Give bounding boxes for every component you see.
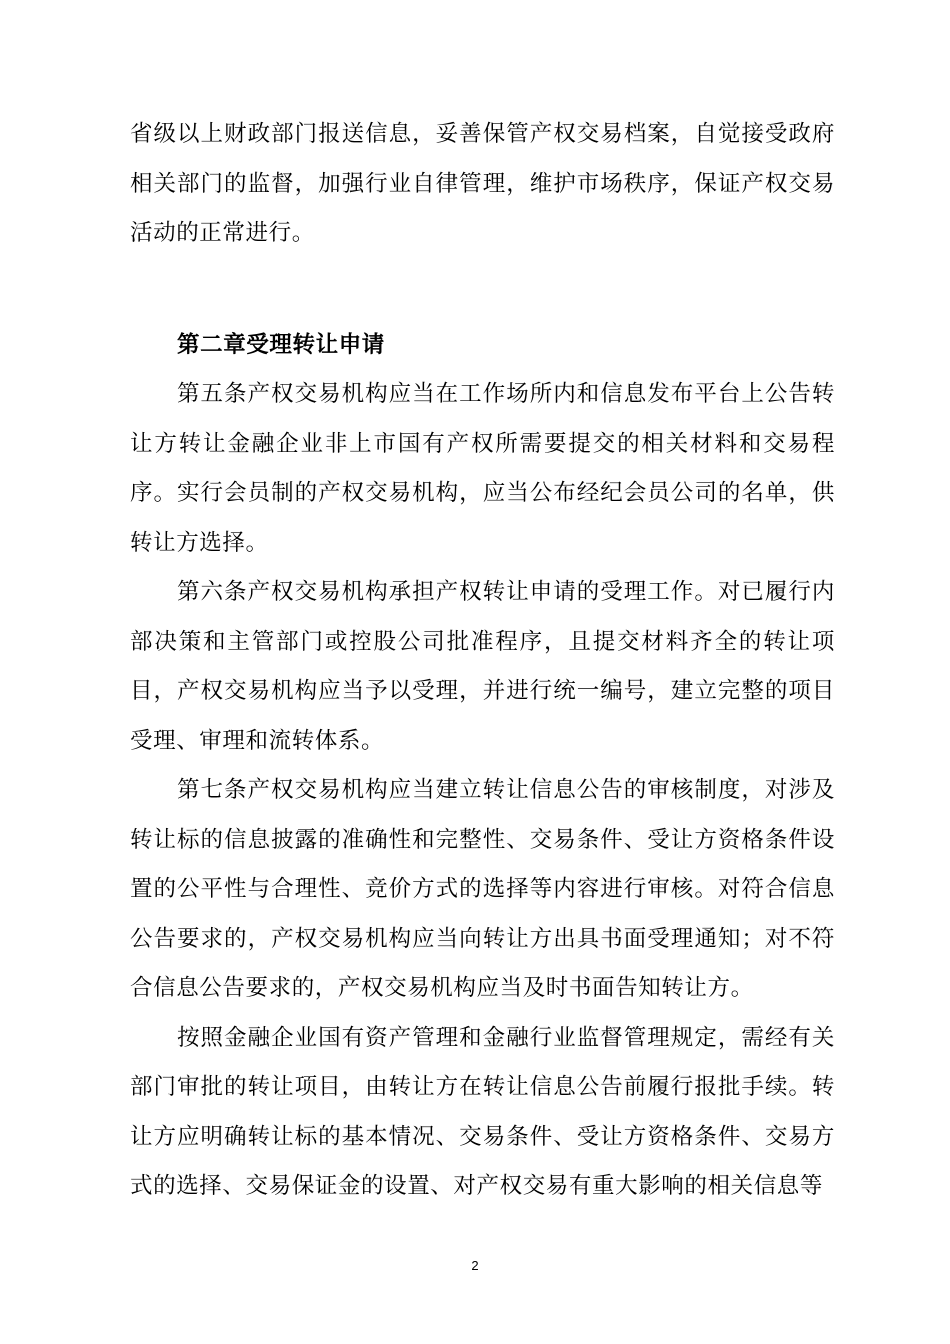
- document-page: [130, 110, 835, 1212]
- chapter-title: 第二章受理转让申请: [177, 331, 385, 358]
- continued-paragraph: 省级以上财政部门报送信息，妥善保管产权交易档案，自觉接受政府相关部门的监督，加强行业自律管理，维护市场秩序，保证产权交易活动的正常进行。: [130, 121, 835, 246]
- article-6: 第六条产权交易机构承担产权转让申请的受理工作。对已履行内部决策和主管部门或控股公司批准程序，且提交材料齐全的转让项目，产权交易机构应当予以受理，并进行统一编号，建立完整的项目受理、审理和流转体系。: [130, 579, 835, 754]
- page-number: 2: [471, 1258, 479, 1273]
- article-7: 第七条产权交易机构应当建立转让信息公告的审核制度，对涉及转让标的信息披露的准确性和完整性、交易条件、受让方资格条件设置的公平性与合理性、竞价方式的选择等内容进行审核。对符合信息公告要求的，产权交易机构应当向转让方出具书面受理通知；对不符合信息公告要求的，产权交易机构应当及时书面告知转让方。: [130, 777, 835, 1001]
- article-7-continued: 按照金融企业国有资产管理和金融行业监督管理规定，需经有关部门审批的转让项目，由转让方在转让信息公告前履行报批手续。转让方应明确转让标的基本情况、交易条件、受让方资格条件、交易方式的选择、交易保证金的设置、对产权交易有重大影响的相关信息等: [130, 1024, 835, 1199]
- article-5: 第五条产权交易机构应当在工作场所内和信息发布平台上公告转让方转让金融企业非上市国有产权所需要提交的相关材料和交易程序。实行会员制的产权交易机构，应当公布经纪会员公司的名单，供转让方选择。: [130, 381, 835, 556]
- chapter-spacer: [130, 259, 835, 321]
